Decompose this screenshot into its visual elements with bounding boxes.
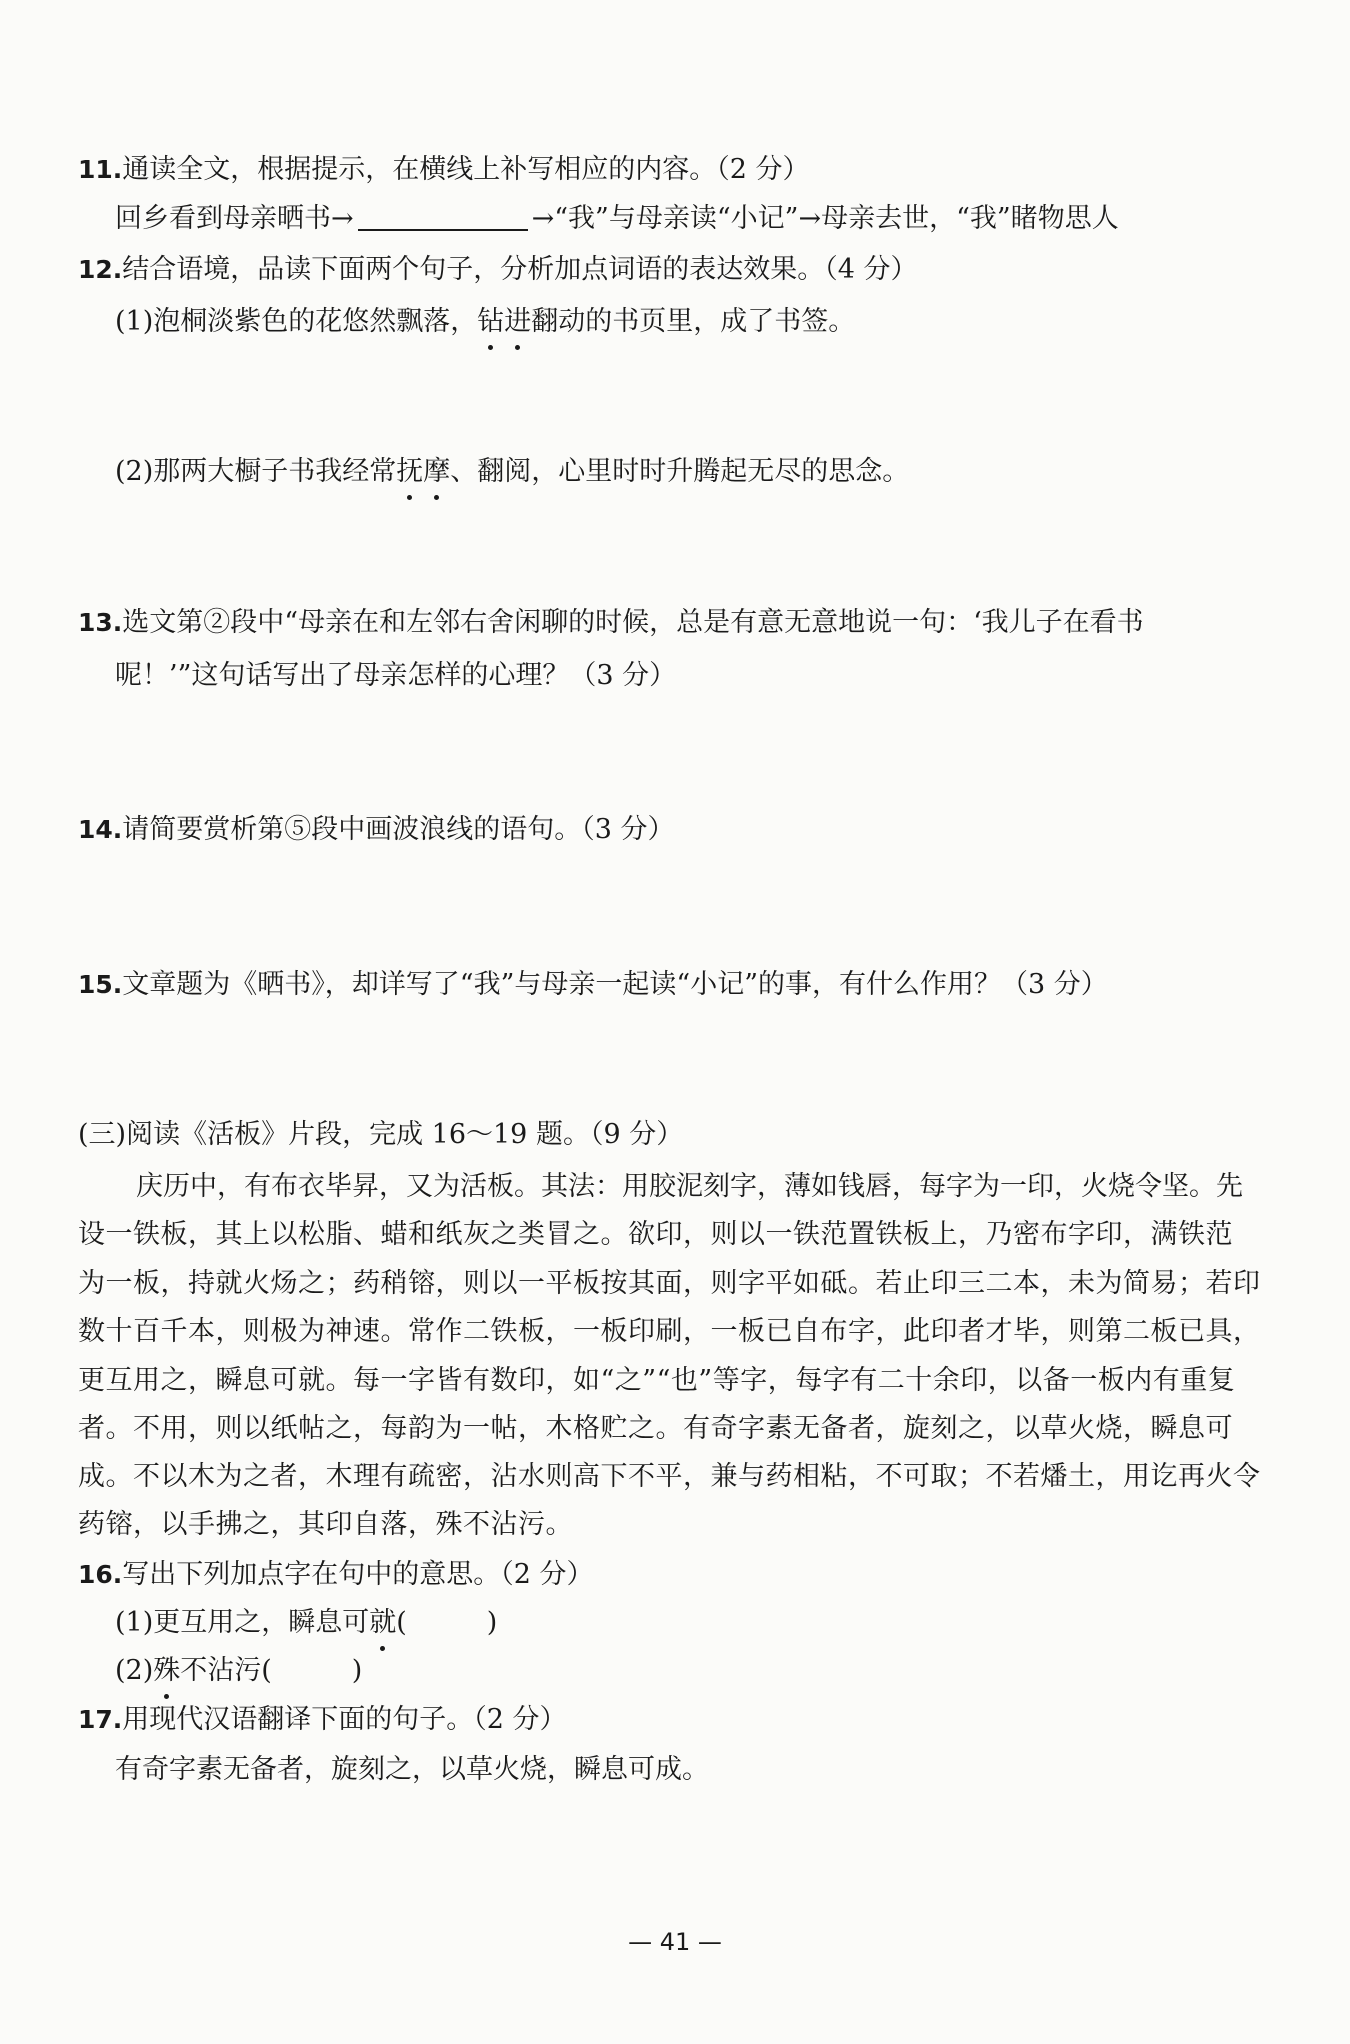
q12-s2-post: 、翻阅，心里时时升腾起无尽的思念。	[450, 456, 910, 487]
q14-text: 请简要赏析第⑤段中画波浪线的语句。（3 分）	[122, 814, 675, 845]
q13-line-2: 呢！’”这句话写出了母亲怎样的心理？（3 分）	[115, 660, 677, 691]
q17-sentence: 有奇字素无备者，旋刻之，以草火烧，瞬息可成。	[115, 1754, 709, 1785]
q12-s1-dotted-char: 进	[504, 302, 531, 342]
q16-item-2-dotted-char: 殊	[153, 1651, 180, 1691]
q11-flow-right: →“我”与母亲读“小记”→母亲去世，“我”睹物思人	[531, 203, 1119, 234]
q17-text: 用现代汉语翻译下面的句子。（2 分）	[122, 1704, 567, 1735]
q12-sentence-2	[115, 452, 909, 492]
passage-line: 更互用之，瞬息可就。每一字皆有数印，如“之”“也”等字，每字有二十余印，以备一板内有重复	[78, 1365, 1236, 1396]
q11-flow	[115, 199, 1119, 239]
q16-item-2-label: (2)	[115, 1655, 154, 1686]
q12-s2-dotted-char: 摩	[423, 452, 450, 492]
passage-line: 药镕，以手拂之，其印自落，殊不沾污。	[78, 1509, 573, 1540]
passage-line: 成。不以木为之者，木理有疏密，沾水则高下不平，兼与药相粘，不可取；不若燔土，用讫再火令	[78, 1461, 1261, 1492]
answer-paren-open: (	[261, 1655, 272, 1686]
passage-line: 为一板，持就火炀之；药稍镕，则以一平板按其面，则字平如砥。若止印三二本，未为简易；若印	[78, 1268, 1261, 1299]
q11-flow-left: 回乡看到母亲晒书→	[115, 203, 354, 234]
q11-number: 11.	[78, 155, 123, 184]
q16-number: 16.	[78, 1560, 123, 1589]
q15-prompt	[78, 965, 1108, 1005]
answer-paren-close: )	[486, 1607, 498, 1638]
page-number: — 41 —	[628, 1928, 722, 1956]
passage-line: 者。不用，则以纸帖之，每韵为一帖，木格贮之。有奇字素无备者，旋刻之，以草火烧，瞬息可	[78, 1413, 1233, 1444]
q11-prompt	[78, 150, 810, 190]
q14-number: 14.	[78, 815, 123, 844]
q16-item-1-dotted-char: 就	[369, 1603, 396, 1643]
q16-item-2-text: 不沾污	[180, 1655, 262, 1686]
q17-prompt	[78, 1700, 567, 1740]
q16-item-1	[115, 1603, 497, 1643]
q12-text: 结合语境，品读下面两个句子，分析加点词语的表达效果。（4 分）	[122, 254, 918, 285]
q12-prompt	[78, 250, 918, 290]
q16-item-2	[115, 1651, 362, 1691]
q12-s2-pre: (2)那两大橱子书我经常	[115, 456, 397, 487]
q16-prompt	[78, 1555, 594, 1595]
q13-number: 13.	[78, 608, 123, 637]
passage-line: 庆历中，有布衣毕昇，又为活板。其法：用胶泥刻字，薄如钱唇，每字为一印，火烧令坚。先	[136, 1171, 1243, 1202]
q11-answer-blank[interactable]	[358, 203, 528, 231]
answer-paren-open: (	[396, 1607, 407, 1638]
q14-prompt	[78, 810, 675, 850]
q16-text: 写出下列加点字在句中的意思。（2 分）	[122, 1559, 594, 1590]
section-3-heading: (三)阅读《活板》片段，完成 16～19 题。（9 分）	[78, 1119, 684, 1150]
q17-number: 17.	[78, 1705, 123, 1734]
q13-prompt	[78, 603, 1144, 643]
q12-s1-pre: (1)泡桐淡紫色的花悠然飘落，	[115, 306, 478, 337]
q12-sentence-1	[115, 302, 855, 342]
answer-paren-close: )	[351, 1655, 363, 1686]
q16-item-1-text: (1)更互用之，瞬息可	[115, 1607, 370, 1638]
q12-number: 12.	[78, 255, 123, 284]
q12-s1-dotted-char: 钻	[477, 302, 504, 342]
passage-line: 设一铁板，其上以松脂、蜡和纸灰之类冒之。欲印，则以一铁范置铁板上，乃密布字印，满铁范	[78, 1219, 1233, 1250]
q15-text: 文章题为《晒书》，却详写了“我”与母亲一起读“小记”的事，有什么作用？（3 分）	[122, 969, 1108, 1000]
q13-line-1: 选文第②段中“母亲在和左邻右舍闲聊的时候，总是有意无意地说一句：‘我儿子在看书	[122, 607, 1144, 638]
q15-number: 15.	[78, 970, 123, 999]
passage-line: 数十百千本，则极为神速。常作二铁板，一板印刷，一板已自布字，此印者才毕，则第二板已具，	[78, 1316, 1261, 1347]
q12-s2-dotted-char: 抚	[396, 452, 423, 492]
q11-text: 通读全文，根据提示，在横线上补写相应的内容。（2 分）	[122, 154, 810, 185]
q12-s1-post: 翻动的书页里，成了书签。	[531, 306, 856, 337]
